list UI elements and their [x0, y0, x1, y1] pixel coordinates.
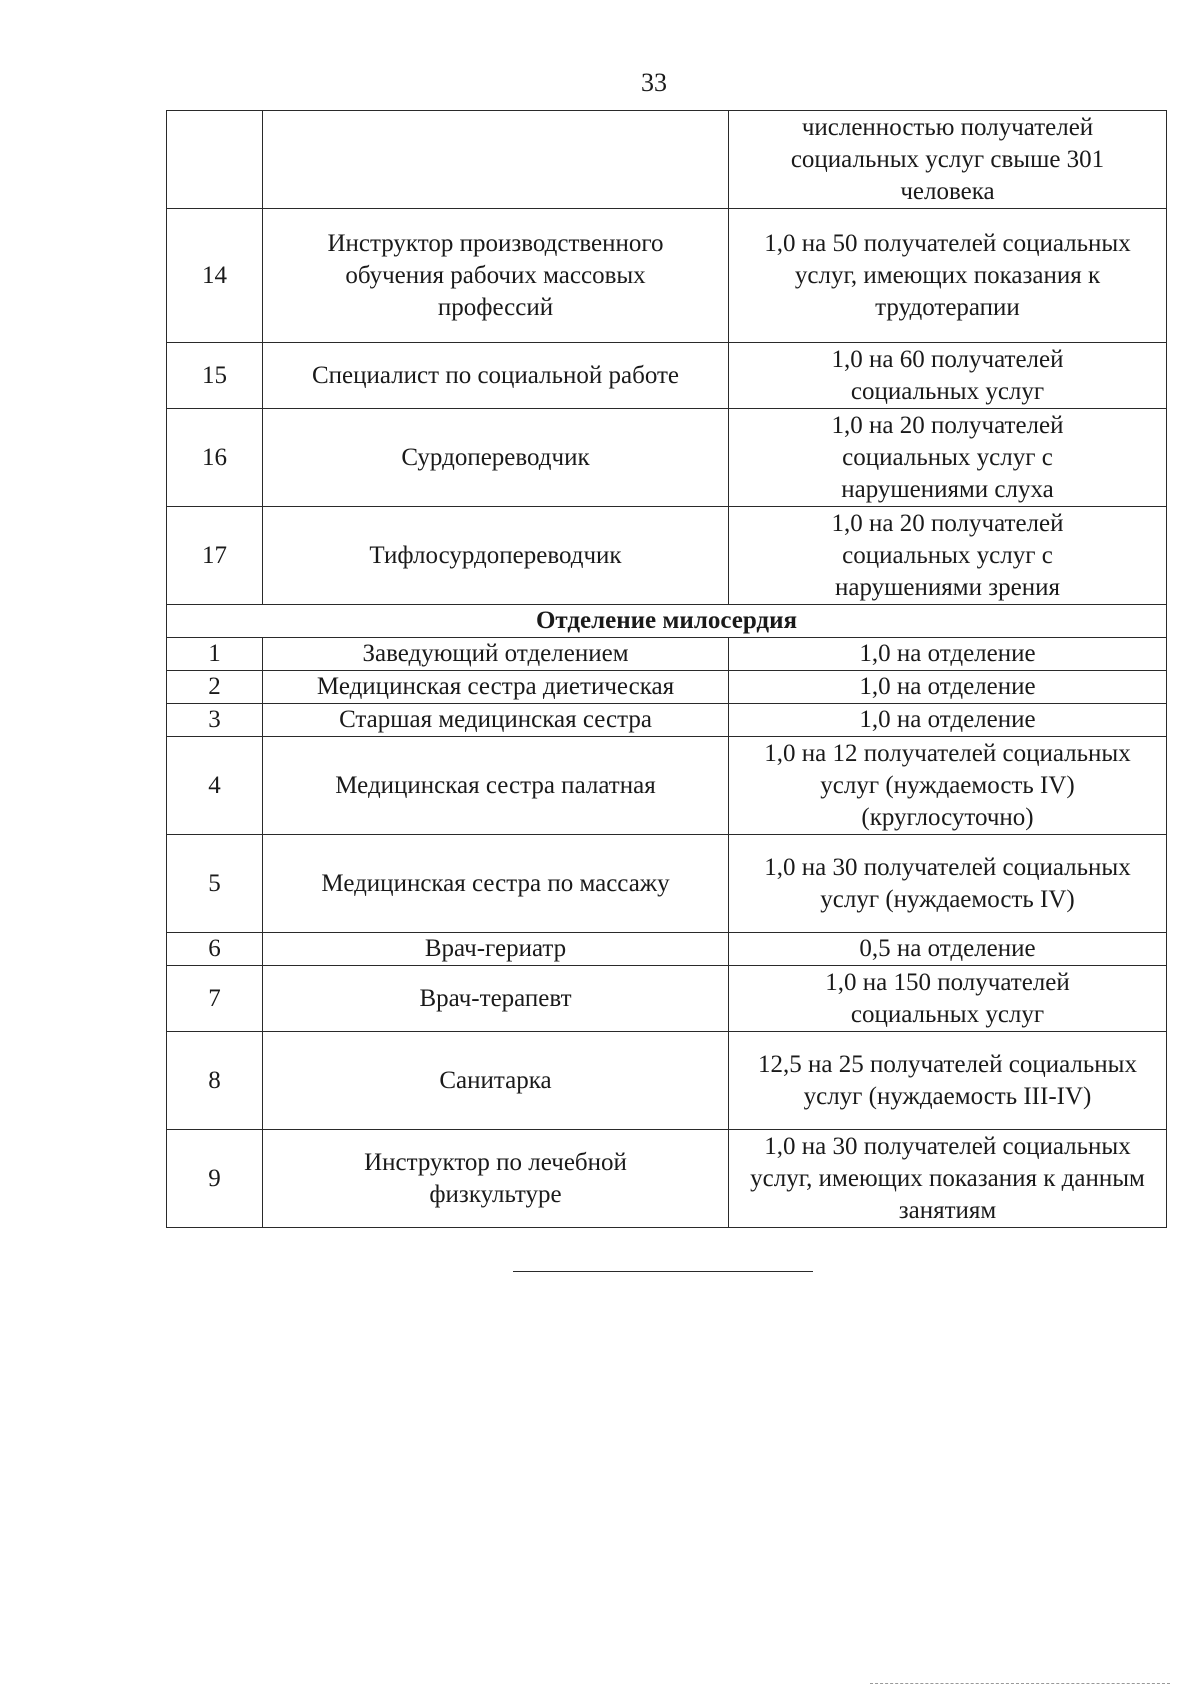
norm-cell: 1,0 на отделение — [729, 671, 1167, 704]
section-title: Отделение милосердия — [167, 605, 1167, 638]
row-number-cell: 5 — [167, 835, 263, 933]
table-row — [167, 209, 1167, 343]
norm-cell: 1,0 на 60 получателей социальных услуг — [729, 343, 1167, 409]
norm-cell: 1,0 на 50 получателей социальных услуг, имеющих показания к трудотерапии — [729, 209, 1167, 343]
position-cell: Медицинская сестра по массажу — [263, 835, 729, 933]
staffing-table — [166, 110, 1167, 1228]
page-number: 33 — [641, 68, 667, 97]
table-row — [167, 1032, 1167, 1130]
row-number-cell: 15 — [167, 343, 263, 409]
norm-cell: 1,0 на 150 получателей социальных услуг — [729, 966, 1167, 1032]
position-cell: Тифлосурдопереводчик — [263, 507, 729, 605]
row-number-cell: 6 — [167, 933, 263, 966]
norm-cell: 1,0 на отделение — [729, 704, 1167, 737]
row-number-cell: 3 — [167, 704, 263, 737]
position-cell: Инструктор производственного обучения рабочих массовых профессий — [263, 209, 729, 343]
position-cell: Санитарка — [263, 1032, 729, 1130]
norm-cell: 1,0 на 20 получателей социальных услуг с нарушениями зрения — [729, 507, 1167, 605]
norm-cell: 1,0 на 30 получателей социальных услуг, имеющих показания к данным занятиям — [729, 1130, 1167, 1228]
position-cell: Специалист по социальной работе — [263, 343, 729, 409]
section-header-row — [167, 605, 1167, 638]
norm-cell: 12,5 на 25 получателей социальных услуг (нуждаемость III-IV) — [729, 1032, 1167, 1130]
row-number-cell: 17 — [167, 507, 263, 605]
table-row — [167, 1130, 1167, 1228]
norm-cell: 1,0 на 30 получателей социальных услуг (нуждаемость IV) — [729, 835, 1167, 933]
table-row — [167, 671, 1167, 704]
row-number-cell: 1 — [167, 638, 263, 671]
table-row — [167, 737, 1167, 835]
table-row — [167, 343, 1167, 409]
table-row — [167, 966, 1167, 1032]
row-number-cell: 14 — [167, 209, 263, 343]
scan-artifact-line — [870, 1683, 1170, 1684]
table-row — [167, 835, 1167, 933]
row-number-cell: 16 — [167, 409, 263, 507]
norm-cell: 1,0 на отделение — [729, 638, 1167, 671]
table-row — [167, 111, 1167, 209]
table-row — [167, 638, 1167, 671]
norm-cell: численностью получателей социальных услуг свыше 301 человека — [729, 111, 1167, 209]
end-divider — [513, 1271, 813, 1272]
table-row — [167, 933, 1167, 966]
row-number-cell: 9 — [167, 1130, 263, 1228]
position-cell: Старшая медицинская сестра — [263, 704, 729, 737]
position-cell: Врач-гериатр — [263, 933, 729, 966]
row-number-cell: 4 — [167, 737, 263, 835]
row-number-cell: 2 — [167, 671, 263, 704]
table-row — [167, 409, 1167, 507]
table-row — [167, 507, 1167, 605]
position-cell: Сурдопереводчик — [263, 409, 729, 507]
position-cell — [263, 111, 729, 209]
position-cell: Медицинская сестра палатная — [263, 737, 729, 835]
position-cell: Заведующий отделением — [263, 638, 729, 671]
row-number-cell: 7 — [167, 966, 263, 1032]
table-row — [167, 704, 1167, 737]
row-number-cell: 8 — [167, 1032, 263, 1130]
norm-cell: 1,0 на 20 получателей социальных услуг с нарушениями слуха — [729, 409, 1167, 507]
position-cell: Медицинская сестра диетическая — [263, 671, 729, 704]
row-number-cell — [167, 111, 263, 209]
norm-cell: 1,0 на 12 получателей социальных услуг (нуждаемость IV) (круглосуточно) — [729, 737, 1167, 835]
position-cell: Врач-терапевт — [263, 966, 729, 1032]
position-cell: Инструктор по лечебной физкультуре — [263, 1130, 729, 1228]
norm-cell: 0,5 на отделение — [729, 933, 1167, 966]
